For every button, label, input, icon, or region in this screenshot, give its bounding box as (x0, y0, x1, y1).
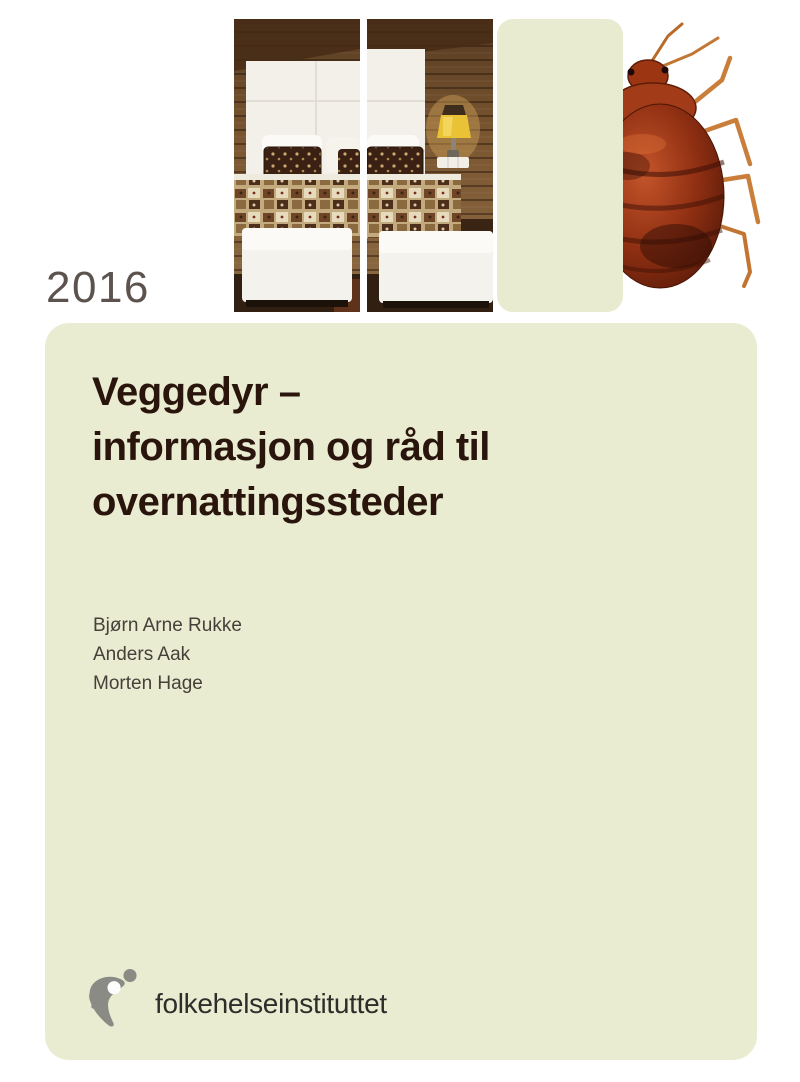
hotel-bed-photo-left (234, 19, 360, 312)
year-label: 2016 (46, 263, 150, 312)
publisher-logo (85, 965, 387, 1031)
fhi-figure-icon (85, 965, 145, 1031)
publisher-name: folkehelseinstituttet (155, 988, 387, 1019)
bedbug-photo (598, 14, 768, 306)
author-1: Bjørn Arne Rukke (93, 615, 242, 636)
hotel-bed-illustration-right (367, 19, 493, 312)
title-line-3: overnattingssteder (92, 480, 444, 524)
title-line-2: informasjon og råd til (92, 425, 490, 469)
report-title (92, 365, 490, 530)
author-2: Anders Aak (93, 644, 191, 665)
bedbug-illustration (598, 14, 768, 306)
author-list (93, 611, 242, 698)
title-line-1: Veggedyr – (92, 370, 301, 414)
hotel-bed-illustration-left (234, 19, 360, 312)
accent-panel (497, 19, 623, 312)
author-3: Morten Hage (93, 673, 203, 694)
hotel-bed-photo-right (367, 19, 493, 312)
cover-card (45, 323, 757, 1060)
